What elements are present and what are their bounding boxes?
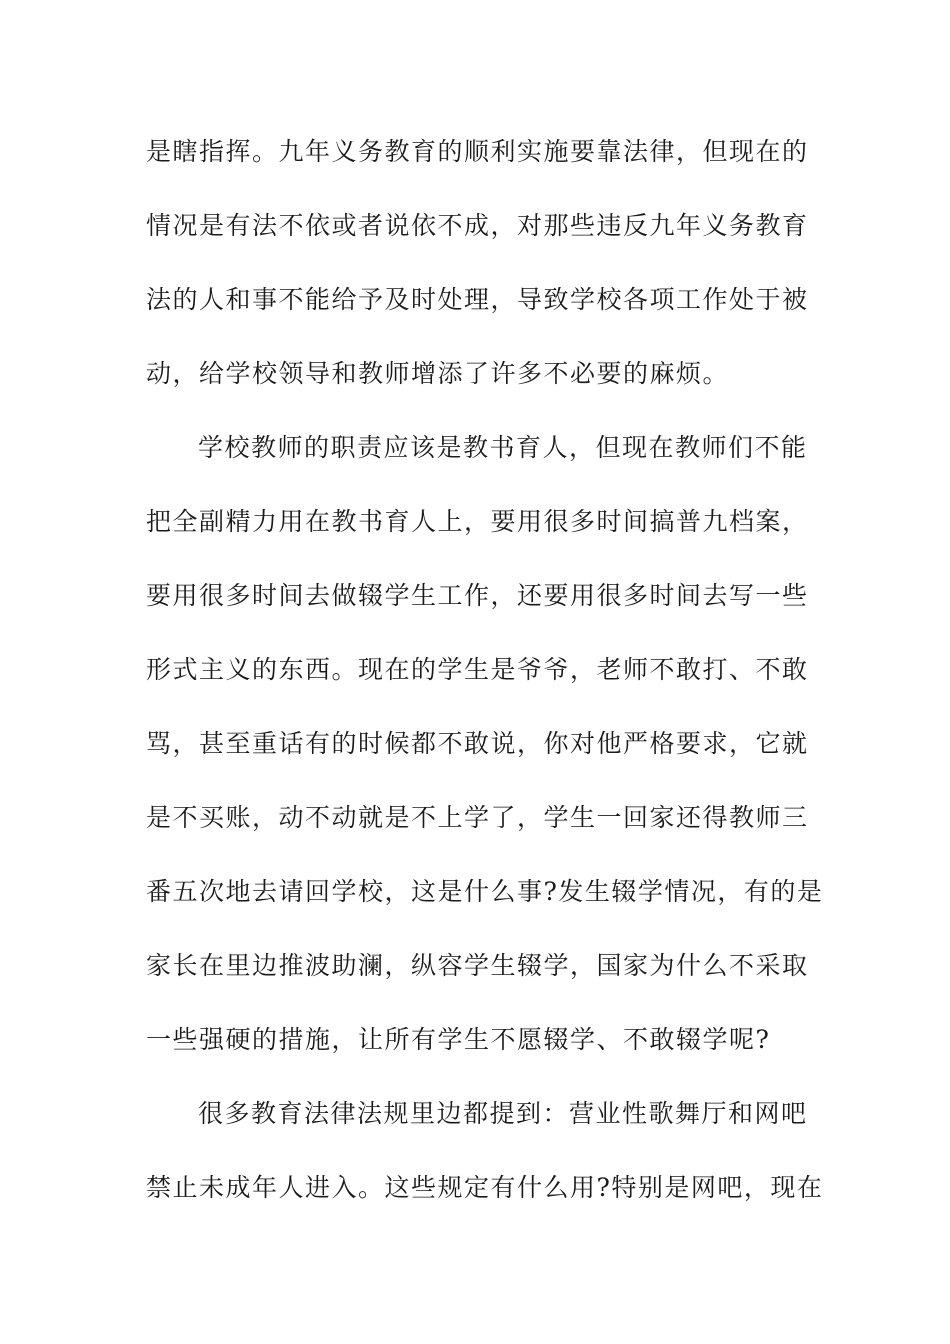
paragraph-first-line: 很多教育法律法规里边都提到：营业性歌舞厅和网吧 <box>198 1099 808 1128</box>
text-line: 骂，甚至重话有的时候都不敢说，你对他严格要求，它就 <box>146 729 809 758</box>
document-body <box>146 127 824 1237</box>
text-line: 是瞎指挥。九年义务教育的顺利实施要靠法律，但现在的 <box>146 137 809 166</box>
text-line: 把全副精力用在教书育人上，要用很多时间搞普九档案， <box>146 507 809 536</box>
text-line: 情况是有法不依或者说依不成，对那些违反九年义务教育 <box>146 211 809 240</box>
text-line: 要用很多时间去做辍学生工作，还要用很多时间去写一些 <box>146 581 809 610</box>
text-line: 番五次地去请回学校，这是什么事?发生辍学情况，有的是 <box>146 877 824 906</box>
text-line: 动，给学校领导和教师增添了许多不必要的麻烦。 <box>146 359 730 388</box>
text-line: 一些强硬的措施，让所有学生不愿辍学、不敢辍学呢? <box>146 1025 771 1054</box>
text-line: 禁止未成年人进入。这些规定有什么用?特别是网吧，现在 <box>146 1173 824 1202</box>
text-line: 形式主义的东西。现在的学生是爷爷，老师不敢打、不敢 <box>146 655 809 684</box>
text-line: 家长在里边推波助澜，纵容学生辍学，国家为什么不采取 <box>146 951 809 980</box>
text-line: 法的人和事不能给予及时处理，导致学校各项工作处于被 <box>146 285 809 314</box>
text-line: 是不买账，动不动就是不上学了，学生一回家还得教师三 <box>146 803 809 832</box>
paragraph-first-line: 学校教师的职责应该是教书育人，但现在教师们不能 <box>198 433 808 462</box>
